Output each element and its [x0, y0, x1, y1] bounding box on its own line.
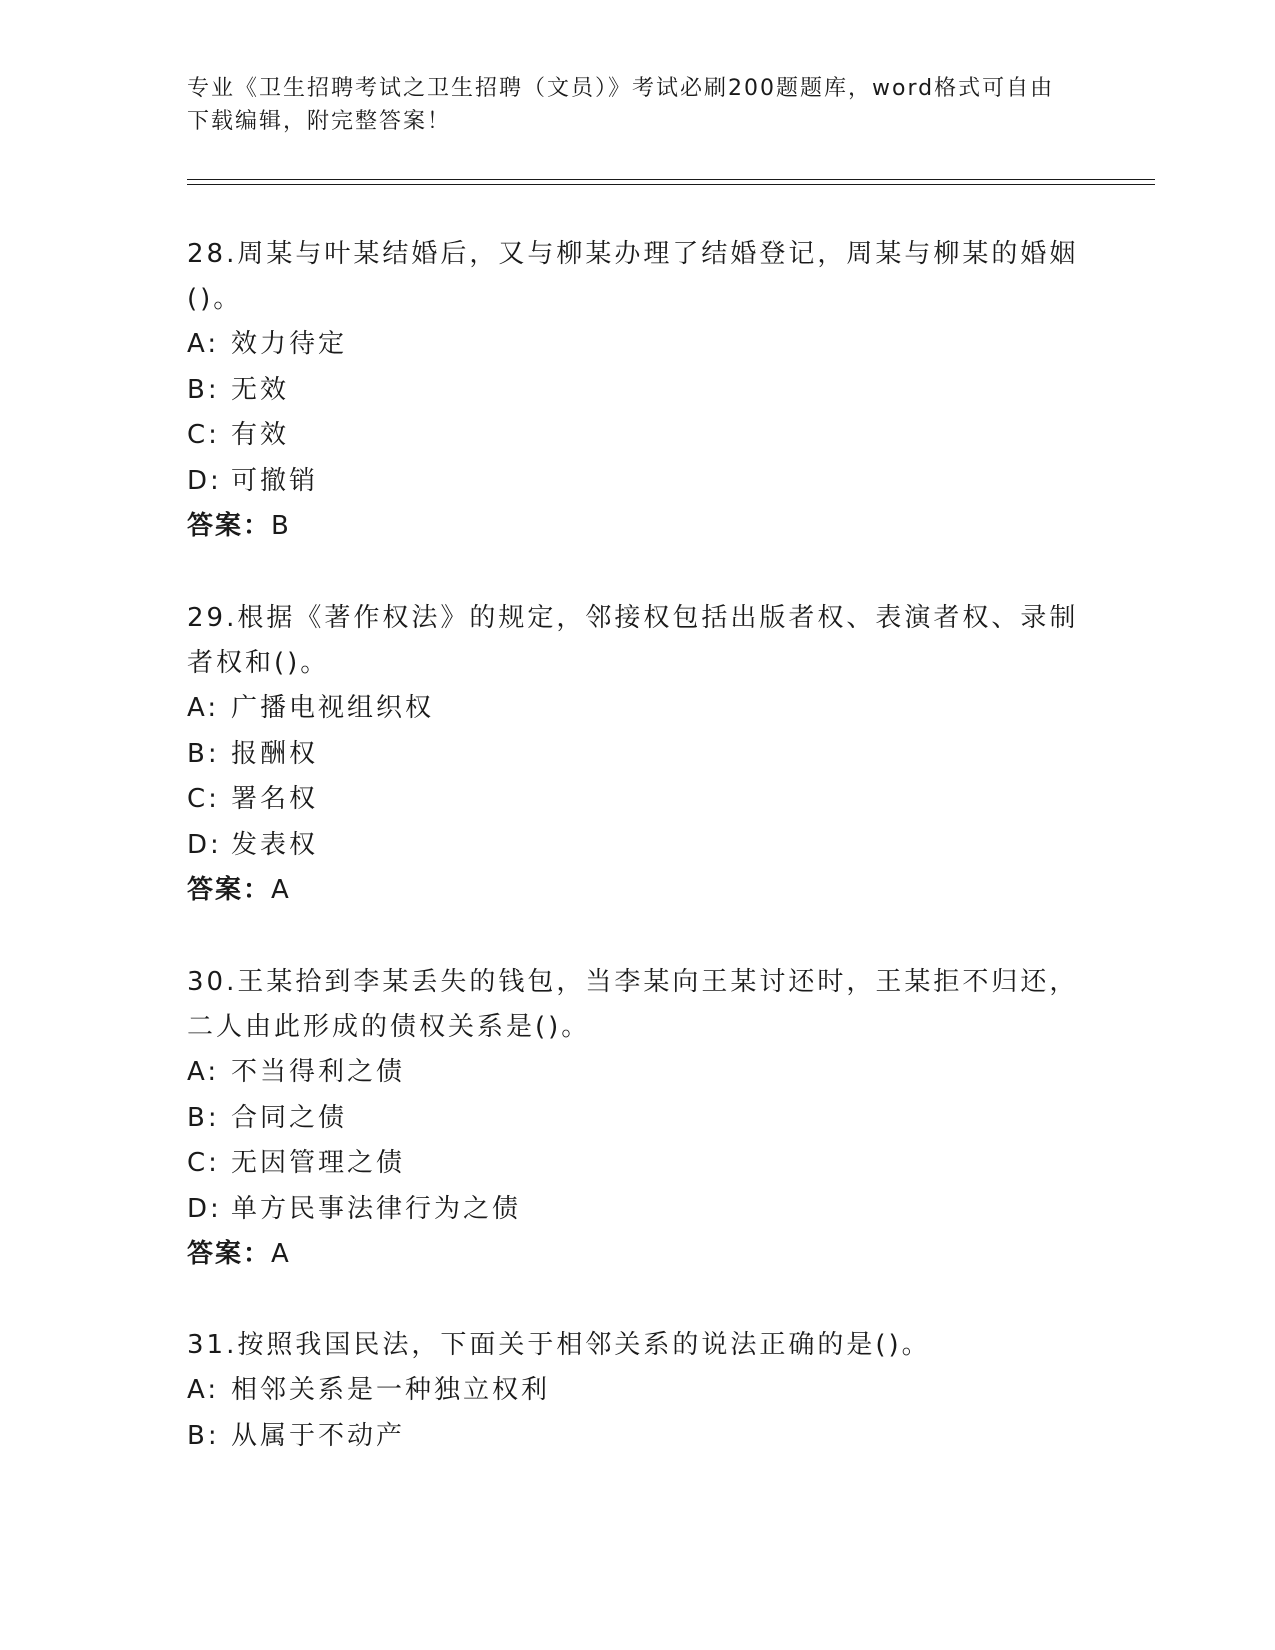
option-key: A: [187, 693, 220, 723]
option-d [187, 459, 1087, 505]
option-key: B: [187, 1420, 220, 1451]
option-b [187, 732, 1087, 778]
question-30 [187, 960, 1087, 1277]
option-d [187, 823, 1087, 869]
option-a [187, 686, 1087, 732]
answer-label: 答案： [187, 875, 272, 905]
option-text: 报酬权 [231, 738, 319, 769]
answer-value: A [271, 875, 290, 905]
question-stem: 28.周某与叶某结婚后，又与柳某办理了结婚登记，周某与柳某的婚姻()。 [187, 239, 1079, 314]
option-b [187, 1096, 1087, 1142]
question-stem: 29.根据《著作权法》的规定，邻接权包括出版者权、表演者权、录制者权和()。 [187, 603, 1079, 678]
option-text: 不当得利之债 [231, 1057, 406, 1087]
option-key: B: [187, 738, 220, 769]
option-key: B: [187, 1102, 220, 1133]
option-text: 可撤销 [231, 465, 319, 496]
option-key: D: [187, 465, 222, 496]
option-text: 从属于不动产 [231, 1420, 406, 1451]
option-a [187, 1050, 1087, 1096]
option-c [187, 1141, 1087, 1187]
option-d [187, 1187, 1087, 1233]
question-stem: 30.王某拾到李某丢失的钱包，当李某向王某讨还时，王某拒不归还，二人由此形成的债权关系是()。 [187, 967, 1079, 1042]
header-note: 专业《卫生招聘考试之卫生招聘（文员）》考试必刷200题题库，word格式可自由下载编辑，附完整答案！ [187, 76, 1055, 134]
answer-label: 答案： [187, 1239, 272, 1269]
option-key: C: [187, 784, 220, 814]
answer-value: A [271, 1239, 290, 1269]
option-text: 无因管理之债 [231, 1148, 406, 1178]
option-a [187, 322, 1087, 368]
option-key: A: [187, 329, 220, 359]
option-a [187, 1368, 1087, 1414]
option-text: 单方民事法律行为之债 [231, 1193, 522, 1224]
header-divider-bottom [187, 184, 1155, 185]
option-key: A: [187, 1057, 220, 1087]
option-c [187, 777, 1087, 823]
question-28 [187, 232, 1087, 549]
answer-label: 答案： [187, 511, 272, 541]
option-key: D: [187, 1193, 222, 1224]
option-text: 无效 [231, 374, 290, 405]
question-31 [187, 1323, 1087, 1459]
option-text: 有效 [231, 420, 290, 450]
option-key: D: [187, 829, 222, 860]
answer-line [187, 1232, 1087, 1277]
answer-line [187, 504, 1087, 549]
option-key: A: [187, 1375, 220, 1405]
option-text: 广播电视组织权 [231, 693, 435, 723]
option-b [187, 1414, 1087, 1460]
question-stem: 31.按照我国民法，下面关于相邻关系的说法正确的是()。 [187, 1330, 931, 1360]
answer-value: B [271, 511, 290, 541]
option-text: 相邻关系是一种独立权利 [231, 1375, 551, 1405]
header-divider-top [187, 179, 1155, 180]
option-b [187, 368, 1087, 414]
option-text: 署名权 [231, 784, 319, 814]
option-text: 合同之债 [231, 1102, 348, 1133]
answer-line [187, 868, 1087, 913]
option-key: C: [187, 1148, 220, 1178]
option-key: B: [187, 374, 220, 405]
option-text: 效力待定 [231, 329, 348, 359]
option-key: C: [187, 420, 220, 450]
option-text: 发表权 [231, 829, 319, 860]
option-c [187, 413, 1087, 459]
question-29 [187, 596, 1087, 913]
